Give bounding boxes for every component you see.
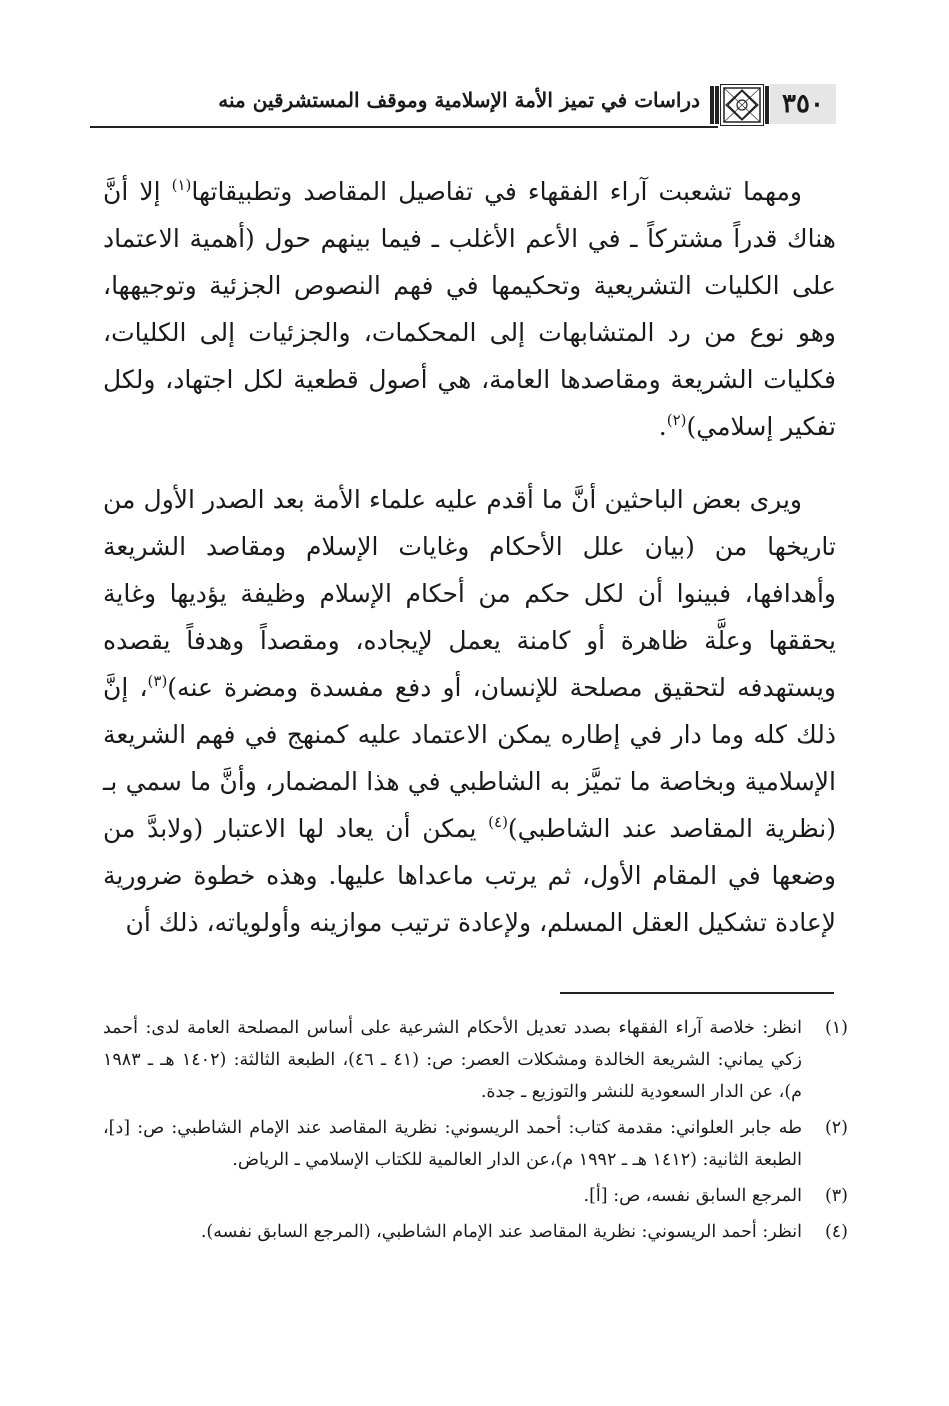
running-title: دراسات في تميز الأمة الإسلامية وموقف المستشرقين منه bbox=[218, 88, 700, 112]
ornament-icon bbox=[720, 84, 764, 126]
footnote-number: (٣) bbox=[824, 1186, 848, 1206]
header-divider bbox=[710, 86, 714, 124]
paragraph bbox=[103, 476, 836, 946]
footnote bbox=[103, 1180, 848, 1212]
text-run: ومهما تشعبت آراء الفقهاء في تفاصيل المقاصد وتطبيقاتها bbox=[191, 177, 802, 206]
footnote bbox=[103, 1216, 848, 1248]
page-header bbox=[90, 84, 836, 128]
footnote-ref: (٢) bbox=[666, 411, 687, 429]
footnote-ref: (١) bbox=[171, 176, 192, 194]
paragraph bbox=[103, 168, 836, 450]
header-divider bbox=[765, 86, 769, 124]
footnote-text: المرجع السابق نفسه، ص: [أ]. bbox=[583, 1186, 802, 1206]
footnote bbox=[103, 1112, 848, 1176]
header-divider bbox=[715, 86, 719, 124]
header-rule bbox=[90, 126, 718, 128]
page-number: ٣٥٠ bbox=[770, 84, 836, 124]
footnote-ref: (٤) bbox=[488, 813, 508, 831]
footnote-number: (٢) bbox=[824, 1118, 848, 1138]
footnote-separator bbox=[560, 992, 834, 994]
text-run: ويرى بعض الباحثين أنَّ ما أقدم عليه علماء الأمة بعد الصدر الأول من تاريخها من (بيان علل الأحكام وغايات الإسلام ومقاصد الشريعة وأهدافها، فبينوا أن لكل حكم من أحكام الإسلام وظيفة يؤديها وغاية يحققها وعلَّة ظاهرة أو كامنة يعمل لإيجاده، ومقصداً وهدفاً يقصده ويستهدفه لتحقيق مصلحة للإنسان، أو دفع مفسدة ومضرة عنه) bbox=[103, 485, 836, 702]
footnotes bbox=[103, 1012, 848, 1252]
footnote-number: (١) bbox=[824, 1018, 848, 1038]
footnote-ref: (٣) bbox=[147, 672, 168, 690]
text-run: إلا أنَّ هناك قدراً مشتركاً ـ في الأعم الأغلب ـ فيما بينهم حول (أهمية الاعتماد على الكليات التشريعية وتحكيمها في فهم النصوص الجزئية وتوجيهها، وهو نوع من رد المتشابهات إلى المحكمات، والجزئيات إلى الكليات، فكليات الشريعة ومقاصدها العامة، هي أصول قطعية لكل اجتهاد، ولكل تفكير إسلامي) bbox=[103, 177, 836, 441]
footnote-text: انظر: خلاصة آراء الفقهاء بصدد تعديل الأحكام الشرعية على أساس المصلحة العامة لدى: أحمد زكي يماني: الشريعة الخالدة ومشكلات العصر: ص: (٤١ ـ ٤٦)، الطبعة الثالثة: (١٤٠٢ هـ ـ ١٩٨٣ م)، عن الدار السعودية للنشر والتوزيع ـ جدة. bbox=[103, 1018, 802, 1102]
text-run: . bbox=[658, 412, 667, 441]
text-run: ، إنَّ ذلك كله وما دار في إطاره يمكن الاعتماد عليه كمنهج في فهم الشريعة الإسلامية وبخاصة ما تميَّز به الشاطبي في هذا المضمار، وأنَّ ما سمي بـ (نظرية المقاصد عند الشاطبي) bbox=[103, 673, 836, 843]
footnote-number: (٤) bbox=[824, 1222, 848, 1242]
text-run: يمكن أن يعاد لها الاعتبار (ولابدَّ من وضعها في المقام الأول، ثم يرتب ماعداها عليها. وهذه خطوة ضرورية لإعادة تشكيل العقل المسلم، ولإعادة ترتيب موازينه وأولوياته، ذلك أن bbox=[103, 814, 836, 937]
footnote-text: انظر: أحمد الريسوني: نظرية المقاصد عند الإمام الشاطبي، (المرجع السابق نفسه). bbox=[200, 1222, 802, 1242]
footnote-text: طه جابر العلواني: مقدمة كتاب: أحمد الريسوني: نظرية المقاصد عند الإمام الشاطبي: ص: [د]، الطبعة الثانية: (١٤١٢ هـ ـ ١٩٩٢ م)،عن الدار العالمية للكتاب الإسلامي ـ الرياض. bbox=[103, 1118, 802, 1170]
main-text bbox=[103, 168, 836, 946]
footnote bbox=[103, 1012, 848, 1108]
